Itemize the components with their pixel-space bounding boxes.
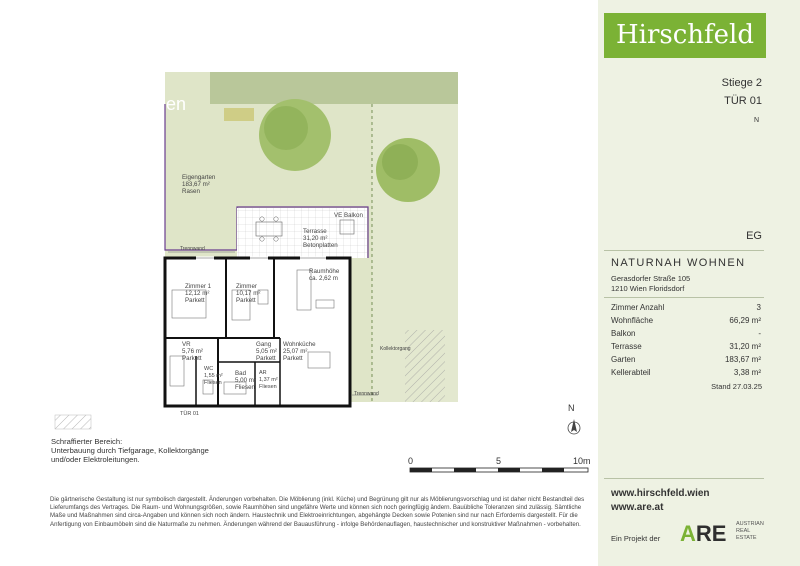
disclaimer-text: Die gärtnerische Gestaltung ist nur symbolisch dargestellt. Änderungen vorbehalten. Die Möblierung (inkl. Küche) und Begrünung gilt nur als Möblierungsvorschlag und ist daher nicht Bestandteil des Lieferumfangs des Vertrages. Die Raum- und Wohnungsgrößen, sowie Raumhöhen sind ungefähre Werte und können sich noch geringfügig ändern. Bauübliche Toleranzen sind zulässig. Sämtliche Maße und Maßnahmen sind circa-Angaben und können sich noch ändern. Haustechnik und Elektroeinrichtungen, abgehängte Decken sowie Potenien sind nur nach Erfordernis dargestellt. Für die Anfertigung von Einbaumöbeln sind die Naturmaße zu nehmen. Änderungen während der Bauausführung - infolge Behördenauflagen, haustechnischer und konstruktiver Maßnahmen - vorbehalten. (50, 496, 585, 528)
fact-row: Wohnfläche 66,29 m² (611, 316, 761, 325)
scale-label-0: 0 (408, 456, 414, 466)
are-logo: ARE (680, 521, 727, 546)
hatch-legend: Schraffierter Bereich: Unterbauung durch Tiefgarage, Kollektorgänge und/oder Elektroleitungen. (51, 437, 209, 464)
website-link[interactable]: www.hirschfeld.wien (611, 488, 710, 499)
room-label-zimmer: Zimmer 10,17 m² Parkett (236, 283, 261, 304)
room-label-gang: Gang 5,05 m² Parkett (256, 341, 277, 362)
stair-label: Stiege 2 (721, 77, 762, 89)
room-label-eigengarten: Eigengarten 183,67 m² Rasen (182, 174, 216, 195)
are-logo-sub: AUSTRIAN REAL ESTATE (736, 521, 764, 541)
room-label-wohnkueche: Wohnküche 25,07 m² Parkett (283, 341, 316, 362)
compass-icon (568, 419, 580, 434)
trennwand-label-2: Trennwand (354, 391, 379, 397)
ve-balkon-label: VE Balkon (334, 212, 363, 219)
project-name: NATURNAH WOHNEN (611, 257, 746, 269)
stand-date: Stand 27.03.25 (711, 382, 762, 391)
divider (604, 478, 764, 479)
project-by-label: Ein Projekt der (611, 534, 661, 543)
room-label-vr: VR 5,76 m² Parkett (182, 341, 203, 362)
fact-row: Terrasse 31,20 m² (611, 342, 761, 351)
floor-label: EG (746, 230, 762, 242)
hedge (210, 72, 458, 104)
room-label-zimmer1: Zimmer 1 12,12 m² Parkett (185, 283, 212, 304)
website-link[interactable]: www.are.at (611, 502, 664, 513)
scale-label-5: 5 (496, 456, 502, 466)
divider (604, 297, 764, 298)
trennwand-label: Trennwand (180, 246, 205, 252)
fact-row: Zimmer Anzahl 3 (611, 303, 761, 312)
brand-logo: Hirschfeld (604, 13, 766, 58)
kollektorgang-label: Kollektorgang (380, 346, 411, 352)
room-label-wc: WC 1,55 m² Fliesen (204, 366, 223, 386)
room-label-bad: Bad 5,00 m² Fliesen (235, 370, 256, 391)
compass-label: N (568, 403, 575, 413)
hatch-legend-swatch (55, 415, 91, 429)
fact-row: Garten 183,67 m² (611, 355, 761, 364)
room-label-ar: AR 1,37 m² Fliesen (259, 370, 278, 390)
project-street: Gerasdorfer Straße 105 (611, 274, 691, 283)
room-label-terrasse: Terrasse 31,20 m² Betonplatten (303, 228, 338, 249)
door-number: TÜR 01 (724, 95, 762, 107)
overlay-text: en (166, 94, 187, 114)
fact-row: Kellerabteil 3,38 m² (611, 368, 761, 377)
divider (604, 250, 764, 251)
fact-row: Balkon - (611, 329, 761, 338)
project-city: 1210 Wien Floridsdorf (611, 284, 685, 293)
keyplan-compass: N (754, 117, 760, 124)
scale-bar (410, 468, 588, 472)
scale-label-10: 10m (573, 456, 591, 466)
room-label-raumhoehe: Raumhöhe ca. 2,62 m (309, 268, 340, 282)
door-label: TÜR 01 (180, 411, 199, 417)
